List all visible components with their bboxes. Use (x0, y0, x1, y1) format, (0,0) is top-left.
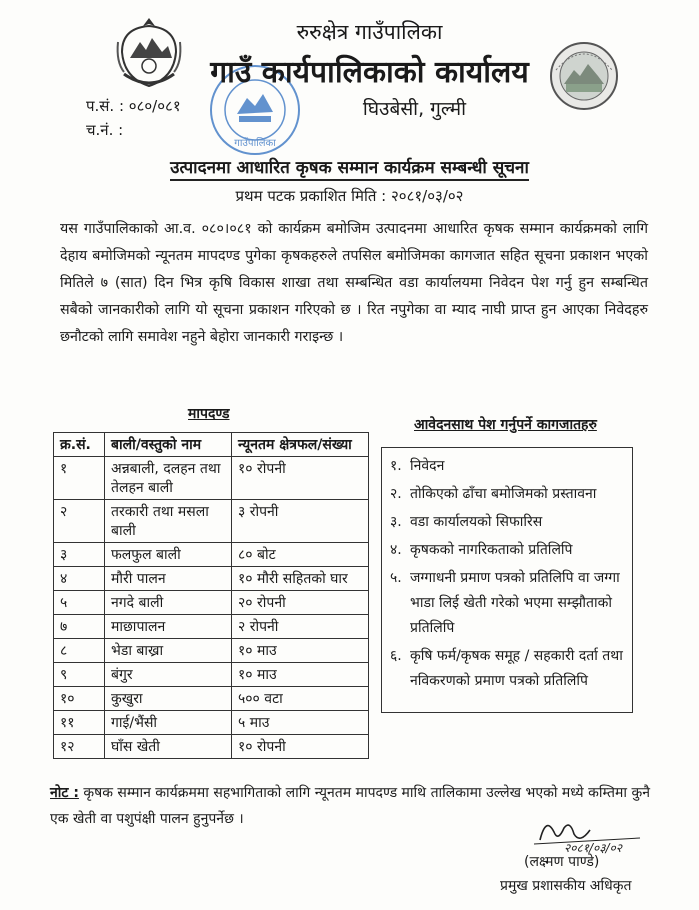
table-row (54, 500, 369, 543)
list-item-text: कृषकको नागरिकताको प्रतिलिपि (410, 542, 573, 558)
reference-ps: प.सं. : ०८०/०८१ (86, 97, 181, 115)
cell-crop: बंगुर (105, 663, 232, 687)
documents-label: आवेदनसाथ पेश गर्नुपर्ने कागजातहरु (414, 417, 597, 433)
municipality-name: रुरुक्षेत्र गाउँपालिका (296, 20, 443, 44)
cell-min-area: १० माउ (232, 639, 369, 663)
cell-serial: ४ (54, 567, 105, 591)
cell-serial: १० (54, 687, 105, 711)
list-item-text: तोकिएको ढाँचा बमोजिमको प्रस्तावना (410, 486, 597, 502)
signature-date: २०८१/०३/०२ (564, 841, 623, 855)
list-item-number: ३. (390, 514, 402, 530)
cell-min-area: १० रोपनी (232, 735, 369, 759)
cell-crop: कुखुरा (105, 687, 232, 711)
publish-date: प्रथम पटक प्रकाशित मिति : २०८१/०३/०२ (235, 187, 464, 205)
cell-serial: ८ (54, 639, 105, 663)
list-item (390, 566, 624, 641)
note-label: नोट : (50, 785, 79, 801)
list-item-number: १. (390, 458, 402, 474)
cell-serial: २ (54, 500, 105, 543)
list-item-number: ४. (390, 542, 402, 558)
table-row (54, 735, 369, 759)
cell-min-area: २ रोपनी (232, 615, 369, 639)
cell-min-area: ८० बोट (232, 543, 369, 567)
criteria-header-row (54, 433, 369, 457)
list-item (390, 482, 624, 507)
notice-body: यस गाउँपालिकाको आ.व. ०८०।०८१ को कार्यक्रम बमोजिम उत्पादनमा आधारित कृषक सम्मान कार्यक्रमको लागि देहाय बमोजिमको न्यूनतम मापदण्ड पुगेका कृषकहरुले तपसिल बमोजिमका कागजात सहित सूचना प्रकाशन भएको मितिले ७ (सात) दिन भित्र कृषि विकास शाखा तथा सम्बन्धित वडा कार्यालयमा निवेदन पेश गर्नु हुन सम्बन्धित सबैको जानकारीको लागि यो सूचना प्रकाशन गरिएको छ । रित नपुगेका वा म्याद नाघी प्राप्त हुन आएका निवेदहरु छनौटको लागि समावेश नहुने बेहोरा जानकारी गराइन्छ । (60, 221, 648, 345)
table-row (54, 639, 369, 663)
office-name: गाउँ कार्यपालिकाको कार्यालय (210, 55, 529, 90)
signatory-title: प्रमुख प्रशासकीय अधिकृत (500, 878, 632, 894)
header-min-area: न्यूनतम क्षेत्रफल/संख्या (232, 433, 369, 457)
cell-crop: नगदे बाली (105, 591, 232, 615)
cell-min-area: ५०० वटा (232, 687, 369, 711)
list-item-number: ५. (390, 570, 402, 586)
stamp-text: गाउँपालिका (234, 138, 276, 149)
cell-min-area: १० मौरी सहितको घार (232, 567, 369, 591)
office-address: घिउबेसी, गुल्मी (362, 98, 467, 120)
table-row (54, 615, 369, 639)
cell-crop: तरकारी तथा मसला बाली (105, 500, 232, 543)
list-item (390, 538, 624, 563)
cell-crop: भेडा बाख्रा (105, 639, 232, 663)
table-row (54, 567, 369, 591)
criteria-label: मापदण्ड (188, 406, 230, 422)
list-item-text: जग्गाधनी प्रमाण पत्रको प्रतिलिपि वा जग्गा भाडा लिई खेती गरेको भएमा सम्झौताको प्रतिलिपि (410, 570, 620, 636)
cell-serial: ३ (54, 543, 105, 567)
cell-serial: ७ (54, 615, 105, 639)
list-item (390, 454, 624, 479)
cell-min-area: ३ रोपनी (232, 500, 369, 543)
cell-serial: ९ (54, 663, 105, 687)
table-row (54, 543, 369, 567)
documents-box (381, 447, 633, 713)
cell-min-area: १० माउ (232, 663, 369, 687)
cell-crop: माछापालन (105, 615, 232, 639)
notice-title (0, 155, 699, 178)
header-crop: बाली/वस्तुको नाम (105, 433, 232, 457)
table-row (54, 591, 369, 615)
cell-serial: १ (54, 457, 105, 500)
cell-crop: फलफुल बाली (105, 543, 232, 567)
cell-serial: १२ (54, 735, 105, 759)
cell-crop: घाँस खेती (105, 735, 232, 759)
list-item-number: ६. (390, 648, 402, 664)
cell-crop: गाई/भैंसी (105, 711, 232, 735)
list-item-number: २. (390, 486, 402, 502)
cell-min-area: ५ माउ (232, 711, 369, 735)
table-row (54, 663, 369, 687)
note-text: कृषक सम्मान कार्यक्रममा सहभागिताको लागि न्यूनतम मापदण्ड माथि तालिकामा उल्लेख भएको मध्ये कम्तिमा कुनै एक खेती वा पशुपंक्षी पालन हुनुपर्नेछ । (50, 785, 651, 827)
header-serial: क्र.सं. (54, 433, 105, 457)
table-row (54, 457, 369, 500)
list-item (390, 510, 624, 535)
cell-serial: ११ (54, 711, 105, 735)
cell-serial: ५ (54, 591, 105, 615)
criteria-table-wrap (53, 432, 369, 759)
cell-min-area: १० रोपनी (232, 457, 369, 500)
cell-crop: मौरी पालन (105, 567, 232, 591)
table-row (54, 687, 369, 711)
list-item-text: कृषि फर्म/कृषक समूह / सहकारी दर्ता तथा नविकरणको प्रमाण पत्रको प्रतिलिपि (410, 648, 623, 689)
cell-min-area: २० रोपनी (232, 591, 369, 615)
signatory-name: (लक्ष्मण पाण्डे) (524, 854, 600, 870)
notice-title-text: उत्पादनमा आधारित कृषक सम्मान कार्यक्रम सम्बन्धी सूचना (170, 158, 529, 181)
table-row (54, 711, 369, 735)
list-item (390, 644, 624, 694)
criteria-table (53, 432, 369, 759)
reference-cn: च.नं. : (86, 121, 124, 139)
list-item-text: निवेदन (410, 458, 445, 474)
list-item-text: वडा कार्यालयको सिफारिस (410, 514, 543, 530)
cell-crop: अन्नबाली, दलहन तथा तेलहन बाली (105, 457, 232, 500)
